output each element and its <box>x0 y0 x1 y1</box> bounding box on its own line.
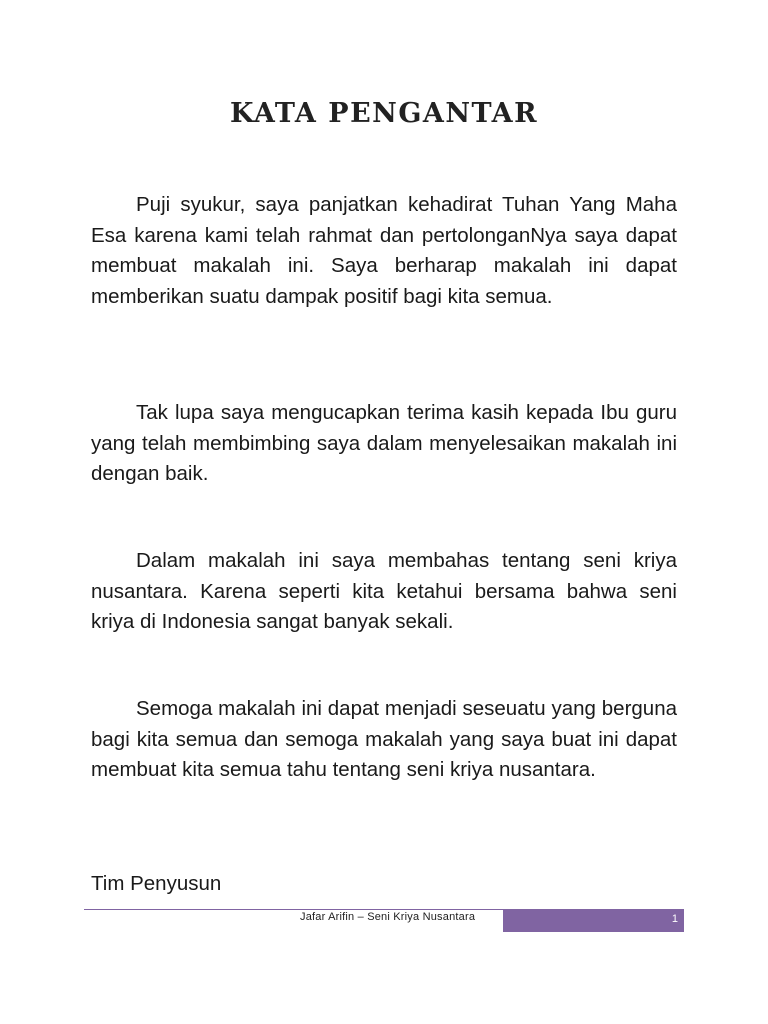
paragraph-text: Dalam makalah ini saya membahas tentang seni kriya nusantara. Karena seperti kita ketahui bersama bahwa seni kriya di Indonesia sangat banyak sekali. <box>91 549 677 633</box>
footer-text: Jafar Arifin – Seni Kriya Nusantara <box>300 911 476 923</box>
paragraph-text: Semoga makalah ini dapat menjadi seseuatu yang berguna bagi kita semua dan semoga makalah yang saya buat ini dapat membuat kita semua tahu tentang seni kriya nusantara. <box>91 697 677 781</box>
paragraph-text: Tak lupa saya mengucapkan terima kasih kepada Ibu guru yang telah membimbing saya dalam menyelesaikan makalah ini dengan baik. <box>91 401 677 485</box>
paragraph-text: Puji syukur, saya panjatkan kehadirat Tuhan Yang Maha Esa karena kami telah rahmat dan pertolonganNya saya dapat membuat makalah ini. Saya berharap makalah ini dapat memberikan suatu dampak positif bagi kita semua. <box>91 193 677 308</box>
paragraph-2 <box>91 398 677 490</box>
page-number-badge: 1 <box>503 910 684 932</box>
paragraph-4 <box>91 694 677 786</box>
page-title: KATA PENGANTAR <box>229 98 539 129</box>
signature: Tim Penyusun <box>91 872 222 895</box>
paragraph-3 <box>91 546 677 638</box>
paragraph-1 <box>91 190 677 312</box>
